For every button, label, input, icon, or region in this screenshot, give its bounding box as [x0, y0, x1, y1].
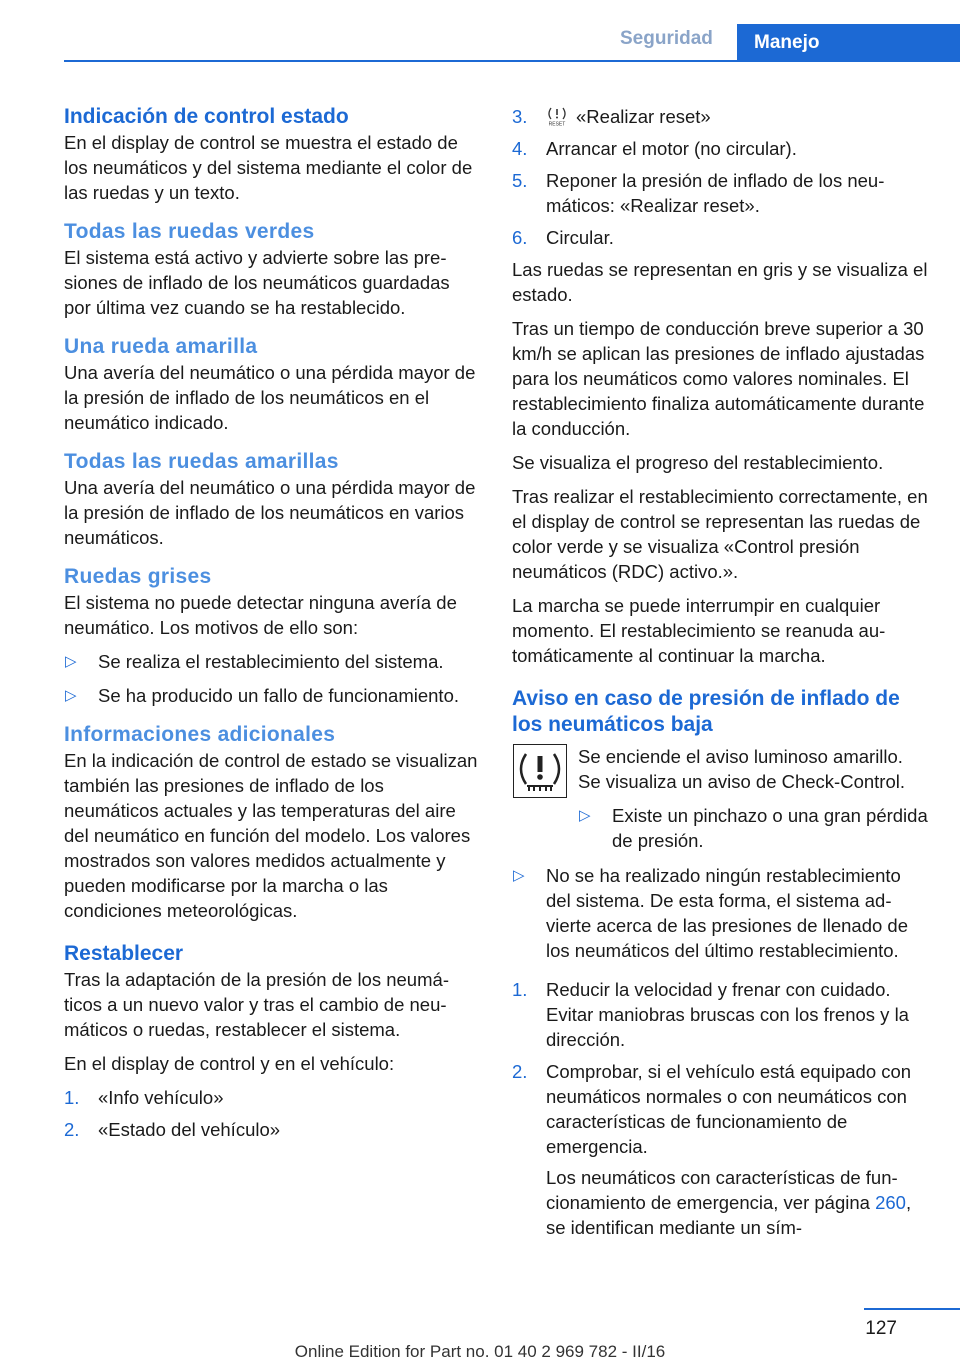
list-item-text: No se ha realizado ningún restablecimiento del sistema. De esta forma, el sistema advierte acerca de las presiones de llenado de los neumáticos del último restablecimiento. — [546, 865, 909, 961]
numbered-step — [512, 104, 930, 129]
step-text: Comprobar, si el vehículo está equipado con neumáticos normales o con neumáticos con características de funcionamiento de emergencia. — [546, 1061, 912, 1157]
bullet-triangle-icon: ▷ — [579, 807, 591, 824]
list-item — [64, 683, 480, 708]
step-text: «Estado del vehículo» — [98, 1119, 281, 1140]
list-item — [512, 863, 930, 963]
step-number: 1. — [512, 979, 528, 1000]
tire-pressure-warning-icon — [513, 744, 567, 798]
list-item-text: Se realiza el restablecimiento del sistema. — [98, 651, 444, 672]
heading-rueda-amarilla: Una rueda amarilla — [64, 335, 258, 358]
step-number: 1. — [64, 1087, 80, 1108]
step-subtext: Los neumáticos con características de funcionamiento de emergencia, ver página 260, se identifican mediante un sím- — [546, 1167, 912, 1238]
tire-reset-icon — [546, 106, 568, 126]
numbered-step — [64, 1085, 480, 1110]
numbered-step — [512, 225, 930, 250]
numbered-step — [512, 136, 930, 161]
heading-ruedas-amarillas: Todas las ruedas amarillas — [64, 450, 339, 473]
step-number: 5. — [512, 170, 528, 191]
step-number: 4. — [512, 138, 528, 159]
bullet-triangle-icon: ▷ — [65, 653, 77, 670]
numbered-step — [512, 977, 930, 1052]
bullet-triangle-icon: ▷ — [65, 687, 77, 704]
paragraph: Una avería del neumático o una pérdida mayor de la presión de inflado de los neumáticos en el neumático indicado. — [64, 362, 476, 433]
step-text: Circular. — [546, 227, 614, 248]
tab-manejo[interactable]: Manejo — [737, 24, 960, 62]
footer-rule — [864, 1308, 960, 1310]
warning-text: Se enciende el aviso luminoso amarillo. Se visualiza un aviso de Check-Control. — [578, 746, 905, 792]
numbered-step — [512, 1059, 930, 1240]
heading-info-adicionales: Informaciones adicionales — [64, 723, 336, 746]
step-text: Arrancar el motor (no circular). — [546, 138, 797, 159]
heading-control-estado: Indicación de control estado — [64, 105, 349, 128]
heading-aviso-presion-baja: Aviso en caso de presión de inflado de los neumáticos baja — [512, 687, 900, 736]
paragraph: Una avería del neumático o una pérdida mayor de la presión de inflado de los neumáticos en varios neumáticos. — [64, 477, 476, 548]
list-item-text: Se ha producido un fallo de funcionamiento. — [98, 685, 460, 706]
step-number: 3. — [512, 106, 528, 127]
step-number: 2. — [64, 1119, 80, 1140]
header-rule — [64, 60, 960, 62]
step-text: Reducir la velocidad y frenar con cuidado. Evitar maniobras bruscas con los frenos y la dirección. — [546, 979, 909, 1050]
list-item-text: Existe un pinchazo o una gran pérdida de presión. — [612, 805, 928, 851]
paragraph: En el display de control y en el vehículo: — [64, 1053, 395, 1074]
heading-restablecer: Restablecer — [64, 942, 184, 965]
paragraph: En la indicación de control de estado se visualizan también las presiones de inflado de los neumáticos actuales y las temperaturas del aire del neumático en función del modelo. Los valores mostrados son valores medidos actualmente y pueden modificarse por la marcha o las condiciones meteorológicas. — [64, 750, 478, 921]
paragraph: El sistema está activo y advierte sobre las presiones de inflado de los neumáticos guardadas por última vez cuando se ha restablecido. — [64, 247, 450, 318]
paragraph: Se visualiza el progreso del restablecimiento. — [512, 452, 884, 473]
numbered-step — [512, 168, 930, 218]
page-number: 127 — [865, 1318, 897, 1339]
paragraph: Tras realizar el restablecimiento correctamente, en el display de control se representan las ruedas de color verde y se visualiza «Control presión neumáticos (RDC) activo.». — [512, 486, 928, 582]
bullet-triangle-icon: ▷ — [513, 867, 525, 884]
paragraph: En el display de control se muestra el estado de los neumáticos y del sistema mediante el color de las ruedas y un texto. — [64, 132, 473, 203]
svg-text:RESET: RESET — [548, 121, 566, 126]
heading-ruedas-grises: Ruedas grises — [64, 565, 212, 588]
heading-ruedas-verdes: Todas las ruedas verdes — [64, 220, 315, 243]
paragraph: La marcha se puede interrumpir en cualquier momento. El restablecimiento se reanuda automáticamente al continuar la marcha. — [512, 595, 886, 666]
step-number: 2. — [512, 1061, 528, 1082]
paragraph: Las ruedas se representan en gris y se visualiza el estado. — [512, 259, 928, 305]
list-item — [64, 649, 480, 674]
footer-edition: Online Edition for Part no. 01 40 2 969 782 - II/16 — [294, 1342, 666, 1361]
numbered-step — [64, 1117, 480, 1142]
paragraph: Tras un tiempo de conducción breve superior a 30 km/h se aplican las presiones de inflado ajustadas para los neumáticos como valores nominales. El restablecimiento finaliza automáticamente durante la conducción. — [512, 318, 925, 439]
step-text: «Info vehículo» — [98, 1087, 224, 1108]
left-column — [64, 104, 480, 1149]
list-item — [578, 803, 930, 853]
warning-block — [512, 744, 930, 853]
step-text-wrap — [546, 104, 930, 129]
step-number: 6. — [512, 227, 528, 248]
step-text: «Realizar reset» — [576, 106, 711, 127]
tab-seguridad[interactable]: Seguridad — [620, 28, 713, 49]
page-link-260[interactable]: 260 — [875, 1192, 906, 1213]
paragraph: El sistema no puede detectar ninguna avería de neumático. Los motivos de ello son: — [64, 592, 457, 638]
right-column — [512, 104, 930, 1247]
step-text: Reponer la presión de inflado de los neumáticos: «Realizar reset». — [546, 170, 885, 216]
paragraph: Tras la adaptación de la presión de los neumáticos a un nuevo valor y tras el cambio de neumáticos o ruedas, restablecer el sistema. — [64, 969, 449, 1040]
page-header — [0, 0, 960, 62]
